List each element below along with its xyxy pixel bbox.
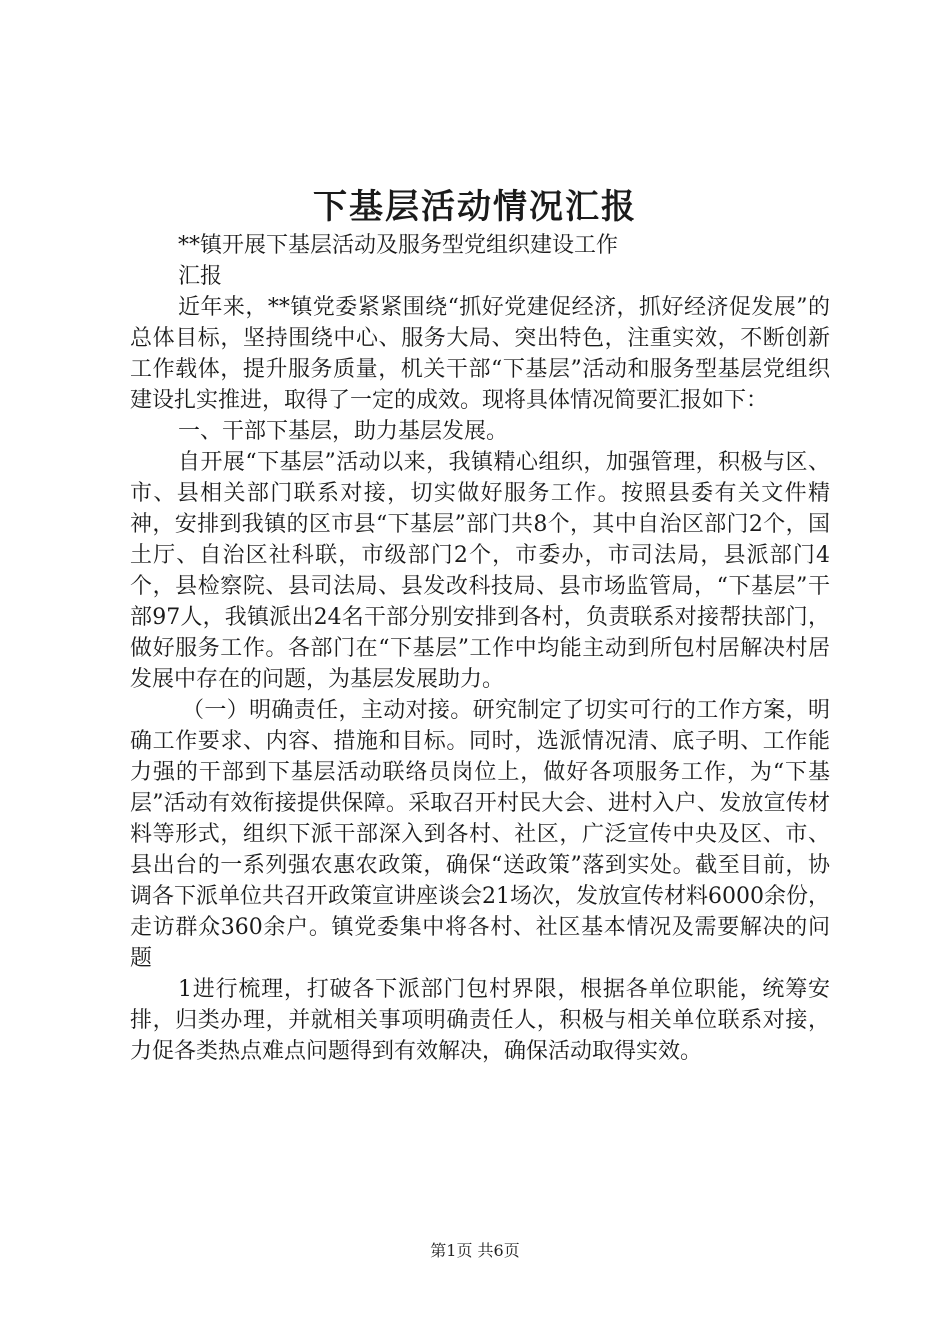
section-heading-1: 一、干部下基层，助力基层发展。 xyxy=(178,419,509,444)
document-body xyxy=(130,230,830,1067)
document-title: 下基层活动情况汇报 xyxy=(313,187,637,227)
report-subtitle-line-1: **镇开展下基层活动及服务型党组织建设工作 xyxy=(178,233,619,258)
continuation-paragraph: 1进行梳理，打破各下派部门包村界限，根据各单位职能，统筹安排，归类办理，并就相关事项明确责任人，积极与相关单位联系对接，力促各类热点难点问题得到有效解决，确保活动取得实效。 xyxy=(130,977,830,1064)
page-number-footer: 第1页 共6页 xyxy=(430,1241,520,1260)
intro-paragraph: 近年来，**镇党委紧紧围绕“抓好党建促经济，抓好经济促发展”的总体目标，坚持围绕中心、服务大局、突出特色，注重实效，不断创新工作载体，提升服务质量，机关干部“下基层”活动和服务型基层党组织建设扎实推进，取得了一定的成效。现将具体情况简要汇报如下： xyxy=(130,295,830,413)
subsection-1-paragraph: （一）明确责任，主动对接。研究制定了切实可行的工作方案，明确工作要求、内容、措施和目标。同时，选派情况清、底子明、工作能力强的干部到下基层活动联络员岗位上，做好各项服务工作，为“下基层”活动有效衔接提供保障。采取召开村民大会、进村入户、发放宣传材料等形式，组织下派干部深入到各村、社区，广泛宣传中央及区、市、县出台的一系列强农惠农政策，确保“送政策”落到实处。截至目前，协调各下派单位共召开政策宣讲座谈会21场次，发放宣传材料6000余份，走访群众360余户。镇党委集中将各村、社区基本情况及需要解决的问题 xyxy=(130,698,830,971)
report-subtitle-line-2: 汇报 xyxy=(178,264,223,289)
section-1-paragraph: 自开展“下基层”活动以来，我镇精心组织，加强管理，积极与区、市、县相关部门联系对接，切实做好服务工作。按照县委有关文件精神，安排到我镇的区市县“下基层”部门共8个，其中自治区部门2个，国土厅、自治区社科联，市级部门2个，市委办，市司法局，县派部门4个，县检察院、县司法局、县发改科技局、县市场监管局，“下基层”干部97人，我镇派出24名干部分别安排到各村，负责联系对接帮扶部门，做好服务工作。各部门在“下基层”工作中均能主动到所包村居解决村居发展中存在的问题，为基层发展助力。 xyxy=(130,450,830,692)
